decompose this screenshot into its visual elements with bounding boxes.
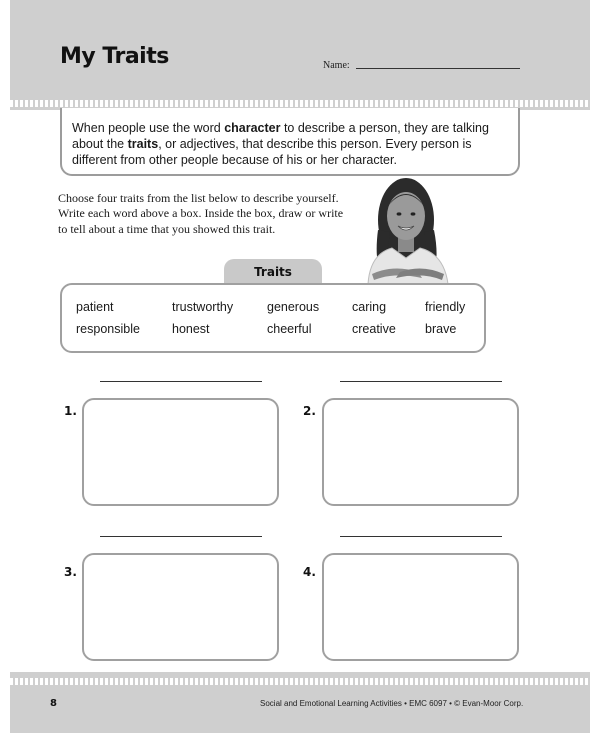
intro-text-2: to describe a person, they are talking about the xyxy=(72,121,489,151)
trait-word: trustworthy xyxy=(172,300,234,314)
trait-word: friendly xyxy=(425,300,466,314)
instructions-text: Choose four traits from the list below to describe yourself. Write each word above a box. Inside the box, draw or write to tell about a time that you showed this trait. xyxy=(58,191,344,236)
answer-box-3[interactable] xyxy=(82,553,279,661)
intro-text-box xyxy=(60,108,520,176)
trait-word: creative xyxy=(352,322,396,336)
dotted-divider-bottom xyxy=(10,678,590,685)
trait-write-line-1[interactable] xyxy=(100,381,262,382)
box-number-3: 3. xyxy=(64,565,77,579)
intro-bold-traits: traits xyxy=(127,137,159,151)
traits-heading-tab: Traits xyxy=(224,259,322,285)
trait-write-line-3[interactable] xyxy=(100,536,262,537)
dotted-divider-top xyxy=(10,100,590,107)
trait-write-line-2[interactable] xyxy=(340,381,502,382)
intro-bold-character: character xyxy=(224,121,281,135)
intro-text-1: When people use the word xyxy=(72,121,225,135)
girl-portrait-photo xyxy=(360,170,456,284)
page-number: 8 xyxy=(50,698,57,709)
footer-credit: Social and Emotional Learning Activities • EMC 6097 • © Evan-Moor Corp. xyxy=(260,699,524,708)
box-number-2: 2. xyxy=(303,404,316,418)
box-number-1: 1. xyxy=(64,404,77,418)
name-field-line[interactable] xyxy=(356,68,520,69)
traits-word-box xyxy=(60,283,486,353)
trait-word: brave xyxy=(425,322,457,336)
trait-word: responsible xyxy=(76,322,140,336)
trait-word: generous xyxy=(267,300,320,314)
trait-write-line-4[interactable] xyxy=(340,536,502,537)
trait-word: caring xyxy=(352,300,387,314)
name-label: Name: xyxy=(323,60,350,71)
answer-box-4[interactable] xyxy=(322,553,519,661)
trait-word: honest xyxy=(172,322,210,336)
intro-text-3: , or adjectives, that describe this person. Every person is different from other people because of his or her character. xyxy=(72,137,472,167)
answer-box-2[interactable] xyxy=(322,398,519,506)
trait-word: cheerful xyxy=(267,322,312,336)
trait-word: patient xyxy=(76,300,114,314)
box-number-4: 4. xyxy=(303,565,316,579)
page-title: My Traits xyxy=(60,44,169,69)
answer-box-1[interactable] xyxy=(82,398,279,506)
